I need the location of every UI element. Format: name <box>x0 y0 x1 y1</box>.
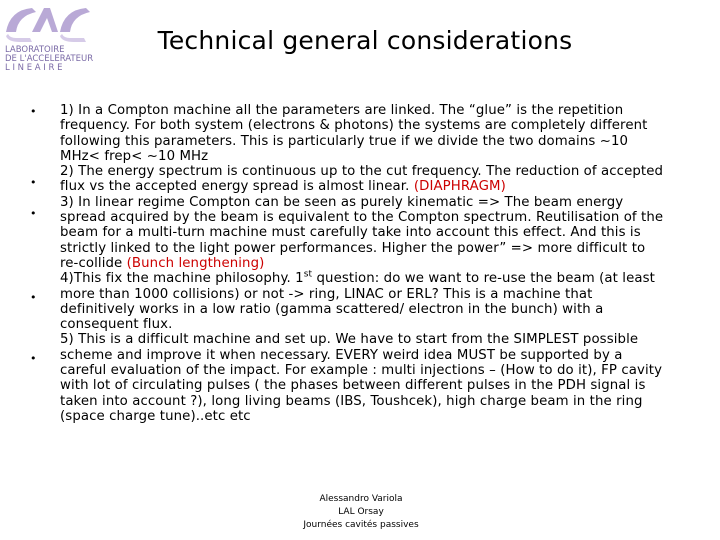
bullet-marker: • <box>30 176 37 189</box>
bullet-item-5 <box>60 332 668 424</box>
bullet-item-4-superscript: st <box>303 269 313 280</box>
bullet-item-5-text: 5) This is a difficult machine and set up. We have to start from the SIMPLEST possible scheme and improve it when necessary. EVERY weird idea MUST be supported by a careful evaluation of the impact. For example : multi injections – (How to do it), FP cavity with lot of circulating pulses ( the phases between different pulses in the PDH signal is taken into account ?), long living beams (IBS, Toushcek), high charge beam in the ring (space charge tune)..etc etc <box>60 332 663 424</box>
bullet-item-2 <box>60 164 668 195</box>
bullet-item-3-text: 3) In linear regime Compton can be seen as purely kinematic => The beam energy spread acquired by the beam is equivalent to the Compton spectrum. Reutilisation of the beam for a multi-turn machine must carefully take into account this effect. And this is strictly linked to the light power performances. Higher the power” => more difficult to re-collide <box>60 194 664 271</box>
bullet-marker: • <box>30 105 37 118</box>
logo-text-line1: LABORATOIRE <box>5 45 65 55</box>
lal-logo-graphic <box>2 2 102 82</box>
bullet-item-4-text-a: 4)This fix the machine philosophy. 1 <box>60 271 304 287</box>
bullet-item-1-text: 1) In a Compton machine all the parameters are linked. The “glue” is the repetition frequency. For both system (electrons & photons) the systems are completely different following this parameters. This is particularly true if we divide the two domains ~10 MHz< frep< ~10 MHz <box>60 103 648 164</box>
bullet-item-4-text-b: question: do we want to re-use the beam (at least more than 1000 collisions) or not -> ring, LINAC or ERL? This is a machine that definitively works in a low ratio (gamma scattered/ electron in the bunch) with a consequent flux. <box>60 271 655 333</box>
bullet-item-2-text: 2) The energy spectrum is continuous up to the cut frequency. The reduction of accepted flux vs the accepted energy spread is almost linear. <box>60 164 664 195</box>
bullet-list <box>60 103 668 424</box>
bullet-item-1 <box>60 103 668 164</box>
bullet-item-4 <box>60 271 668 332</box>
logo-text-line2: DE L'ACCELERATEUR <box>5 54 94 64</box>
footer-lab: LAL Orsay <box>338 507 384 517</box>
slide-title: Technical general considerations <box>157 26 573 55</box>
bullet-item-3 <box>60 195 668 271</box>
footer-author: Alessandro Variola <box>319 494 403 504</box>
bullet-item-2-highlight: (DIAPHRAGM) <box>413 179 506 195</box>
footer-event: Journées cavités passives <box>303 520 419 530</box>
lal-logo <box>2 2 102 82</box>
bullet-marker: • <box>30 352 37 365</box>
bullet-marker: • <box>30 291 37 304</box>
bullet-marker: • <box>30 207 37 220</box>
logo-text-line3: L I N E A I R E <box>5 63 63 73</box>
footer <box>271 493 451 532</box>
bullet-item-3-highlight: (Bunch lengthening) <box>126 255 265 271</box>
